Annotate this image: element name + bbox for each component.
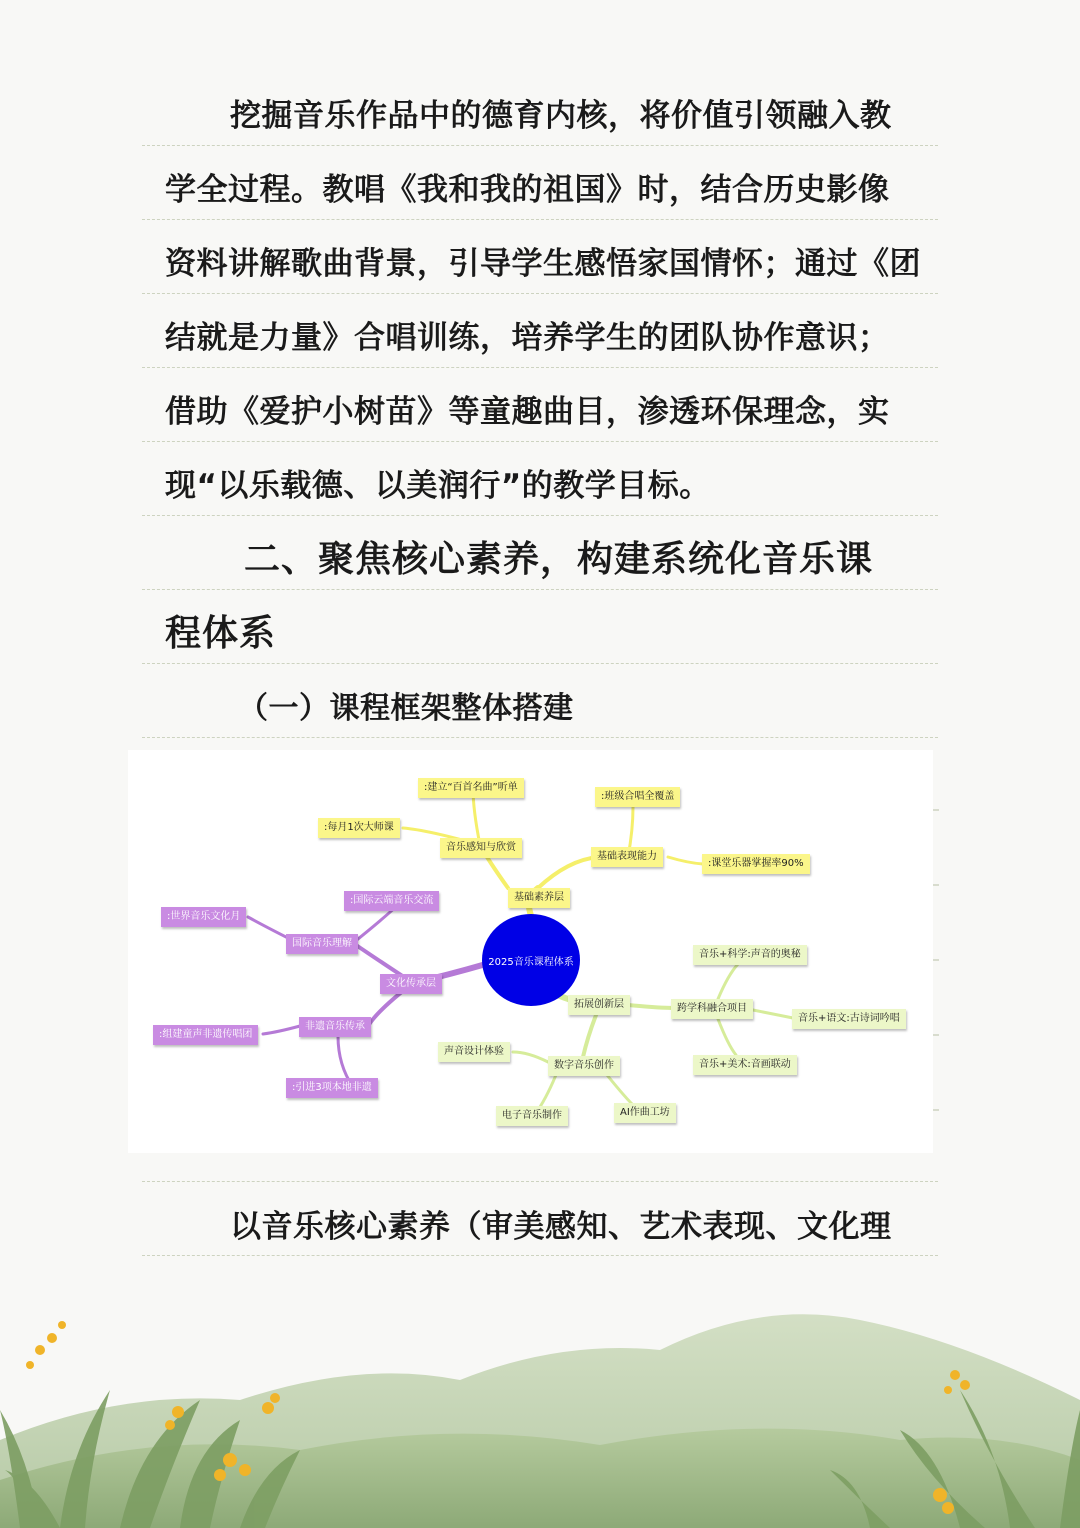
- node-songlist: :建立“百首名曲”听单: [418, 778, 524, 798]
- subheading: （一）课程框架整体搭建: [238, 691, 574, 726]
- node-instrument: :课堂乐器掌握率90%: [702, 854, 810, 874]
- mind-map-center-node: 2025音乐课程体系: [482, 914, 580, 1006]
- body-line-4: 结就是力量》合唱训练，培养学生的团队协作意识；: [165, 320, 890, 356]
- connector: [718, 964, 738, 999]
- node-ai: AI作曲工坊: [614, 1103, 676, 1123]
- mind-map: [128, 750, 933, 1153]
- body-line-5: 借助《爱护小树苗》等童趣曲目，渗透环保理念，实: [165, 394, 890, 430]
- connector: [538, 1070, 558, 1110]
- node-innovation: 拓展创新层: [568, 995, 630, 1015]
- body-tail-line: 以音乐核心素养（审美感知、艺术表现、文化理: [230, 1209, 892, 1245]
- connector: [513, 1052, 548, 1062]
- connector: [628, 1005, 673, 1008]
- node-digital: 数字音乐创作: [548, 1056, 620, 1076]
- body-line-3: 资料讲解歌曲背景，引导学生感悟家国情怀；通过《团: [165, 246, 921, 282]
- node-crossproject: 跨学科融合项目: [671, 999, 753, 1019]
- node-art: 音乐+美术:音画联动: [693, 1055, 797, 1075]
- landscape-illustration: [0, 1280, 1080, 1528]
- node-local: :引进3项本地非遗: [286, 1078, 378, 1098]
- node-cloud: :国际云端音乐交流: [344, 891, 439, 911]
- node-foundation: 基础素养层: [508, 888, 570, 908]
- body-line-2: 学全过程。教唱《我和我的祖国》时，结合历史影像: [165, 172, 890, 208]
- body-line-1: 挖掘音乐作品中的德育内核，将价值引领融入教: [230, 98, 892, 134]
- node-culture: 文化传承层: [380, 974, 442, 994]
- node-international: 国际音乐理解: [286, 934, 358, 954]
- node-performance: 基础表现能力: [591, 847, 663, 867]
- section-heading-line-1: 二、聚焦核心素养，构建系统化音乐课: [244, 539, 874, 580]
- node-choir: :组建童声非遗传唱团: [153, 1025, 258, 1045]
- node-masterclass: :每月1次大师课: [318, 818, 400, 838]
- body-line-6: 现“以乐载德、以美润行”的教学目标。: [165, 468, 711, 504]
- margin-marks: [933, 800, 943, 1130]
- node-chinese: 音乐+语文:古诗词吟唱: [792, 1009, 906, 1029]
- connector: [718, 1019, 736, 1055]
- connector: [668, 857, 703, 864]
- node-electronic: 电子音乐制作: [496, 1106, 568, 1126]
- node-appreciation: 音乐感知与欣赏: [440, 838, 522, 858]
- connector: [263, 1026, 300, 1034]
- node-worldmonth: :世界音乐文化月: [161, 907, 246, 927]
- node-chorus: :班级合唱全覆盖: [595, 787, 680, 807]
- section-heading-line-2: 程体系: [165, 613, 277, 654]
- node-science: 音乐+科学:声音的奥秘: [693, 945, 807, 965]
- node-heritage: 非遗音乐传承: [299, 1017, 371, 1037]
- node-sounddesign: 声音设计体验: [438, 1042, 510, 1062]
- connector: [583, 1010, 598, 1057]
- connector: [753, 1010, 793, 1018]
- connector: [538, 857, 598, 888]
